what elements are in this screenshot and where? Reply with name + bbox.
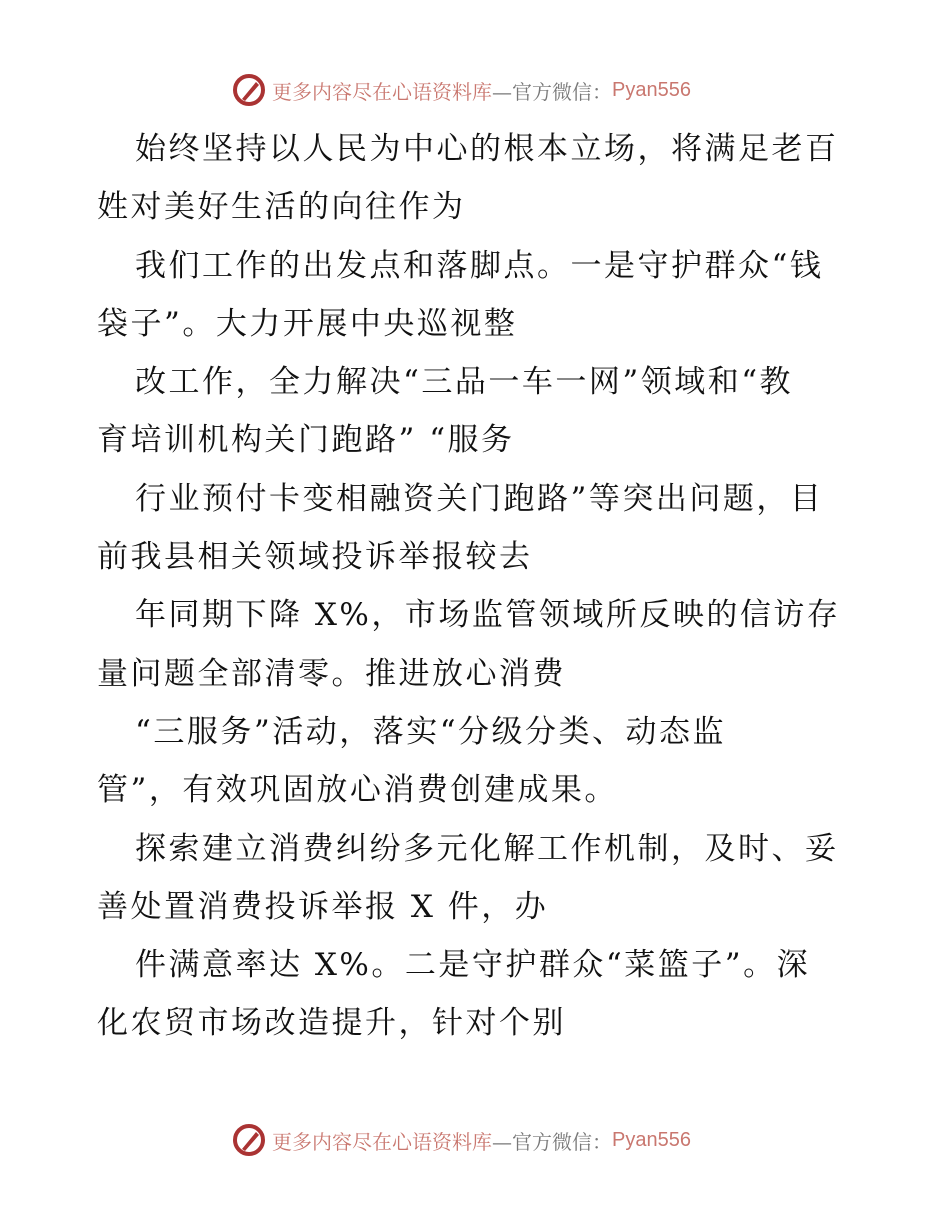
footer-wechat-id: Pyan556: [612, 1128, 691, 1151]
text-line: “三服务”活动，落实“分级分类、动态监: [135, 713, 727, 750]
header-site-name: 更多内容尽在心语资料库: [272, 79, 492, 104]
text-line: 件满意率达 X%。二是守护群众“菜篮子”。深: [135, 947, 811, 984]
text-line: 善处置消费投诉举报 X 件，办: [97, 888, 549, 925]
text-line: 年同期下降 X%，市场监管领域所反映的信访存: [135, 597, 841, 634]
text-line: 探索建立消费纠纷多元化解工作机制，及时、妥: [135, 830, 839, 867]
header-wechat-id: Pyan556: [612, 78, 691, 101]
text-line: 袋子”。大力开展中央巡视整: [97, 305, 518, 342]
pen-logo-icon: [232, 1123, 266, 1157]
text-line: 姓对美好生活的向往作为: [97, 189, 466, 226]
text-line: 始终坚持以人民为中心的根本立场，将满足老百: [135, 131, 839, 167]
text-line: 改工作，全力解决“三品一车一网”领域和“教: [135, 364, 794, 401]
header-separator: —官方微信：: [492, 79, 612, 104]
text-line: 育培训机构关门跑路” “服务: [97, 422, 515, 459]
text-line: 前我县相关领域投诉举报较去: [97, 539, 533, 576]
text-line: 行业预付卡变相融资关门跑路”等突出问题，目: [135, 480, 824, 517]
text-line: 管”，有效巩固放心消费创建成果。: [97, 772, 618, 809]
pen-logo-icon: [232, 73, 266, 107]
page-footer-watermark: [232, 1120, 732, 1160]
document-body: [97, 120, 877, 1053]
footer-separator: —官方微信：: [492, 1129, 612, 1154]
text-line: 量问题全部清零。推进放心消费: [97, 655, 566, 692]
text-line: 化农贸市场改造提升，针对个别: [97, 1005, 566, 1042]
text-line: 我们工作的出发点和落脚点。一是守护群众“钱: [135, 247, 824, 284]
page-header-watermark: [232, 70, 732, 110]
footer-site-name: 更多内容尽在心语资料库: [272, 1129, 492, 1154]
